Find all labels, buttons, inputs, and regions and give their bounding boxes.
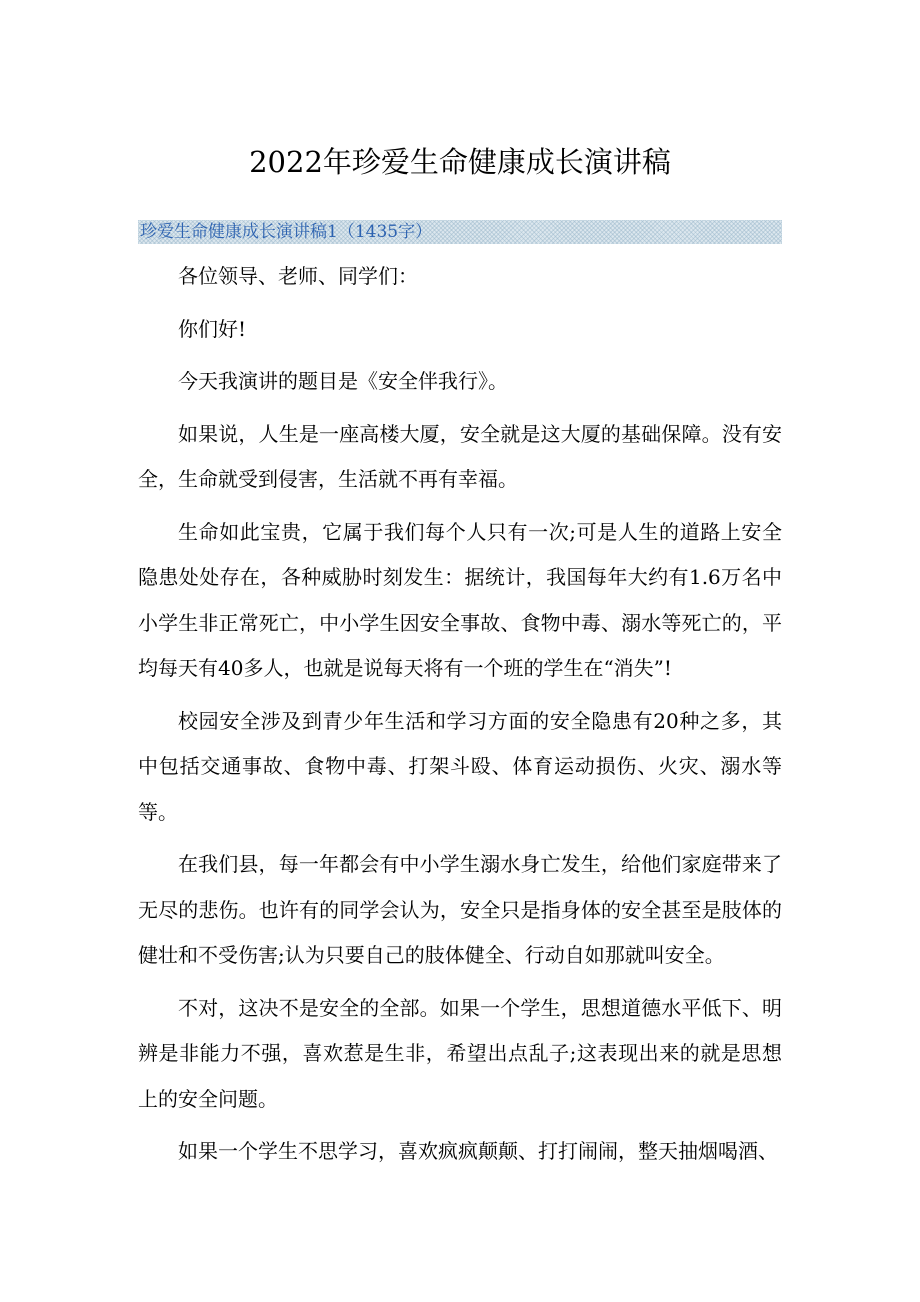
- paragraph: 校园安全涉及到青少年生活和学习方面的安全隐患有20种之多，其中包括交通事故、食物中毒、打架斗殴、体育运动损伤、火灾、溺水等等。: [138, 708, 782, 824]
- paragraph: 如果一个学生不思学习，喜欢疯疯颠颠、打打闹闹，整天抽烟喝酒、: [178, 1139, 778, 1163]
- section-heading: 珍爱生命健康成长演讲稿1（1435字）: [138, 220, 782, 244]
- paragraph: 不对，这决不是安全的全部。如果一个学生，思想道德水平低下、明辨是非能力不强，喜欢惹是生非，希望出点乱子;这表现出来的就是思想上的安全问题。: [138, 995, 782, 1111]
- paragraph: 在我们县，每一年都会有中小学生溺水身亡发生，给他们家庭带来了无尽的悲伤。也许有的同学会认为，安全只是指身体的安全甚至是肢体的健壮和不受伤害;认为只要自己的肢体健全、行动自如那就叫安全。: [138, 852, 782, 967]
- document-body: [138, 254, 782, 1182]
- document-title: 2022年珍爱生命健康成长演讲稿: [249, 145, 671, 179]
- paragraph-greeting: 各位领导、老师、同学们：: [178, 264, 418, 288]
- paragraph: 如果说，人生是一座高楼大厦，安全就是这大厦的基础保障。没有安全，生命就受到侵害，生活就不再有幸福。: [138, 421, 782, 491]
- paragraph-topic: 今天我演讲的题目是《安全伴我行》。: [178, 369, 508, 393]
- paragraph: 生命如此宝贵，它属于我们每个人只有一次;可是人生的道路上安全隐患处处存在，各种威胁时刻发生：据统计，我国每年大约有1.6万名中小学生非正常死亡，中小学生因安全事故、食物中毒、溺水等死亡的，平均每天有40多人，也就是说每天将有一个班的学生在“消失”!: [138, 519, 782, 680]
- paragraph-hello: 你们好!: [178, 316, 247, 341]
